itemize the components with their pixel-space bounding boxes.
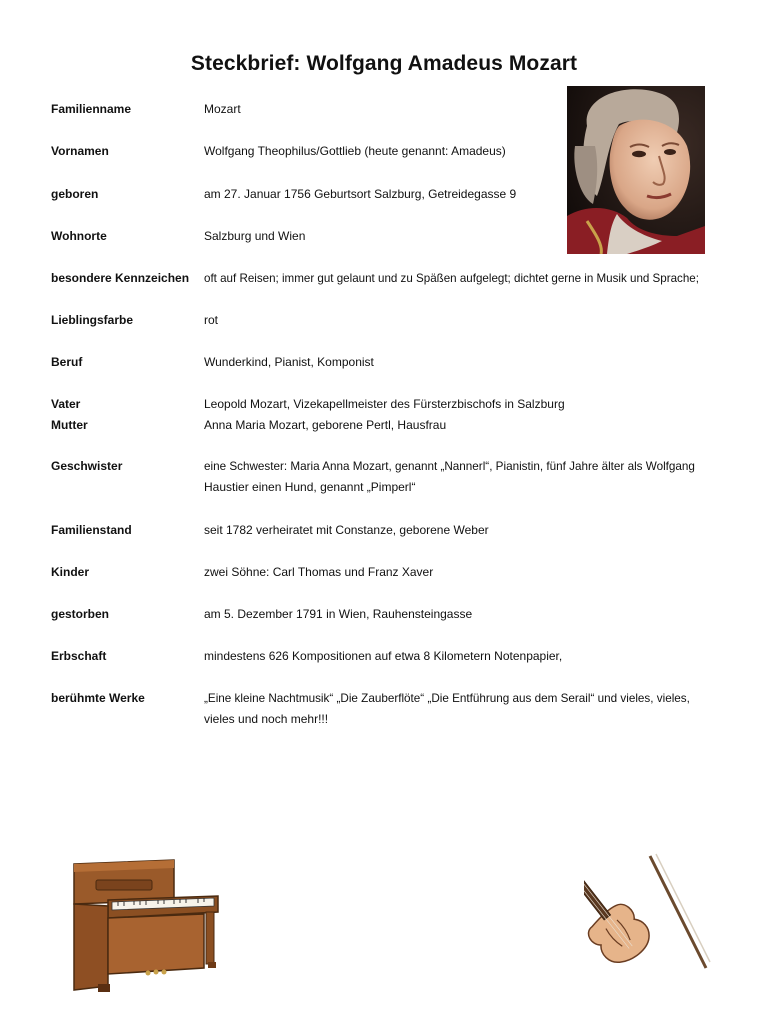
value-beruf: Wunderkind, Pianist, Komponist <box>204 355 374 369</box>
value-vater: Leopold Mozart, Vizekapellmeister des Fürsterzbischofs in Salzburg <box>204 397 565 411</box>
mozart-portrait-image <box>567 86 705 254</box>
value-haustier: Haustier einen Hund, genannt „Pimperl“ <box>204 480 416 494</box>
label-erbschaft: Erbschaft <box>51 649 107 663</box>
label-geboren: geboren <box>51 187 99 201</box>
label-mutter: Mutter <box>51 418 88 432</box>
label-werke: berühmte Werke <box>51 691 145 705</box>
label-geschwister: Geschwister <box>51 459 123 473</box>
value-familienname: Mozart <box>204 102 241 116</box>
value-werke: „Eine kleine Nachtmusik“ „Die Zauberflöte“ „Die Entführung aus dem Serail“ und vieles, vieles, <box>204 692 690 705</box>
value-familienstand: seit 1782 verheiratet mit Constanze, geborene Weber <box>204 523 489 537</box>
label-beruf: Beruf <box>51 355 83 369</box>
value-erbschaft: mindestens 626 Kompositionen auf etwa 8 Kilometern Notenpapier, <box>204 649 563 663</box>
label-kinder: Kinder <box>51 565 90 579</box>
page-title: Steckbrief: Wolfgang Amadeus Mozart <box>190 52 578 75</box>
value-werke-continued: vieles und noch mehr!!! <box>204 712 329 726</box>
label-vornamen: Vornamen <box>51 144 109 158</box>
label-familienstand: Familienstand <box>51 523 132 537</box>
value-kinder: zwei Söhne: Carl Thomas und Franz Xaver <box>204 565 434 579</box>
label-lieblingsfarbe: Lieblingsfarbe <box>51 313 134 327</box>
piano-image <box>68 856 224 996</box>
value-mutter: Anna Maria Mozart, geborene Pertl, Hausfrau <box>204 418 447 432</box>
value-lieblingsfarbe: rot <box>204 313 219 327</box>
value-geschwister: eine Schwester: Maria Anna Mozart, genannt „Nannerl“, Pianistin, fünf Jahre älter als Wolfgang <box>204 460 695 473</box>
label-vater: Vater <box>51 397 81 411</box>
value-vornamen: Wolfgang Theophilus/Gottlieb (heute genannt: Amadeus) <box>204 144 506 158</box>
value-kennzeichen: oft auf Reisen; immer gut gelaunt und zu Späßen aufgelegt; dichtet gerne in Musik und Sprache; <box>204 272 699 285</box>
value-geboren: am 27. Januar 1756 Geburtsort Salzburg, Getreidegasse 9 <box>204 187 517 201</box>
violin-image <box>584 842 720 976</box>
value-gestorben: am 5. Dezember 1791 in Wien, Rauhensteingasse <box>204 607 473 621</box>
value-wohnorte: Salzburg und Wien <box>204 229 306 243</box>
label-gestorben: gestorben <box>51 607 110 621</box>
label-wohnorte: Wohnorte <box>51 229 107 243</box>
label-kennzeichen: besondere Kennzeichen <box>51 271 190 285</box>
label-familienname: Familienname <box>51 102 132 116</box>
